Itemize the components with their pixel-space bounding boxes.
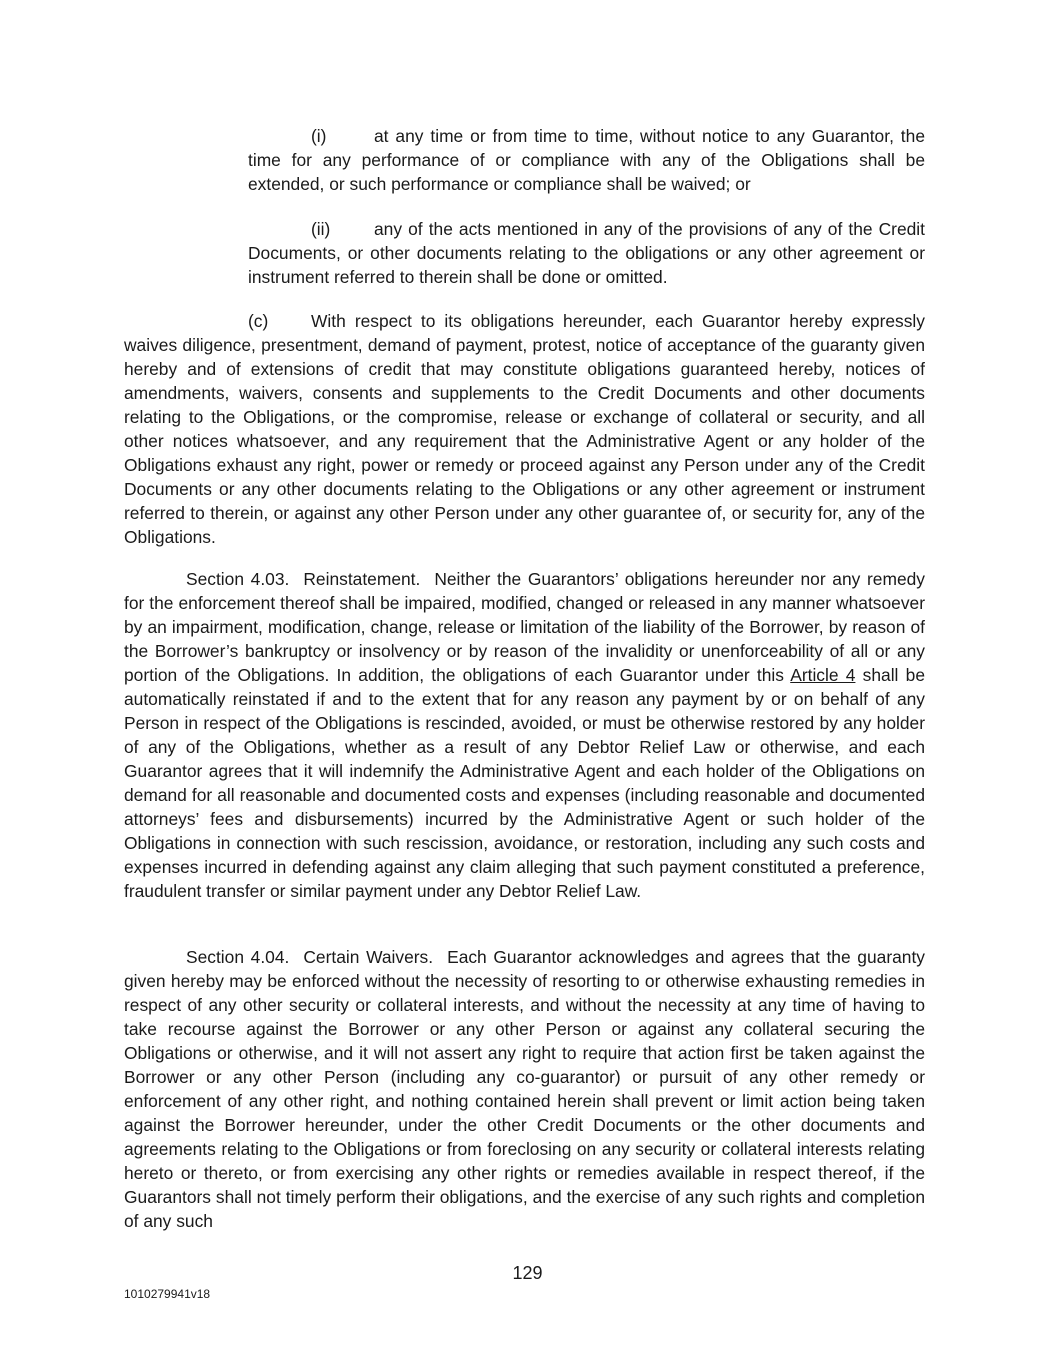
section-4-04-title: Certain Waivers. bbox=[303, 947, 434, 967]
clause-i-label: (i) bbox=[311, 126, 327, 146]
section-4-03-title: Reinstatement. bbox=[303, 569, 421, 589]
section-4-04 bbox=[124, 945, 925, 1233]
clause-i bbox=[248, 124, 925, 196]
clause-i-text: at any time or from time to time, without notice to any Guarantor, the time for any performance of or compliance with any of the Obligations shall be extended, or such performance or compliance shall be waived; or bbox=[248, 126, 925, 194]
section-4-03 bbox=[124, 567, 925, 903]
clause-ii-text: any of the acts mentioned in any of the provisions of any of the Credit Documents, or other documents relating to the obligations or any other agreement or instrument referred to therein shall be done or omitted. bbox=[248, 219, 925, 287]
clause-ii bbox=[248, 217, 925, 289]
document-id: 1010279941v18 bbox=[124, 1287, 211, 1301]
page-number: 129 bbox=[512, 1263, 543, 1283]
section-4-03-number: Section 4.03. bbox=[186, 569, 290, 589]
clause-c bbox=[124, 309, 925, 549]
clause-c-label: (c) bbox=[248, 311, 269, 331]
section-4-04-text: Each Guarantor acknowledges and agrees that the guaranty given hereby may be enforced without the necessity of resorting to or otherwise exhausting remedies in respect of any other security or collateral interests, and without the necessity at any time of having to take recourse against the Borrower or any other Person or against any collateral securing the Obligations or otherwise, and it will not assert any right to require that action first be taken against the Borrower or any other Person (including any co-guarantor) or pursuit of any other remedy or enforcement of any other right, and nothing contained herein shall prevent or limit action being taken against the Borrower hereunder, under the other Credit Documents or the other documents and agreements relating to the Obligations or from foreclosing on any security or collateral interests relating hereto or thereto, or from exercising any other rights or remedies available in respect thereof, if the Guarantors shall not timely perform their obligations, and the exercise of any such rights and completion of any such bbox=[124, 947, 925, 1231]
clause-c-text: With respect to its obligations hereunder, each Guarantor hereby expressly waives diligence, presentment, demand of payment, protest, notice of acceptance of the guaranty given hereby and of extensions of credit that may constitute obligations guaranteed hereby, notices of amendments, waivers, consents and supplements to the Credit Documents and other documents relating to the Obligations, or the compromise, release or exchange of collateral or security, and all other notices whatsoever, and any requirement that the Administrative Agent or any holder of the Obligations exhaust any right, power or remedy or proceed against any Person under any of the Credit Documents or any other documents relating to the Obligations or any other agreement or instrument referred to therein, or against any other Person under any other guarantee of, or security for, any of the Obligations. bbox=[124, 311, 925, 547]
section-4-03-text-b: shall be automatically reinstated if and to the extent that for any reason any payment by or on behalf of any Person in respect of the Obligations is rescinded, avoided, or must be otherwise restored by any holder of any of the Obligations, whether as a result of any Debtor Relief Law or otherwise, and each Guarantor agrees that it will indemnify the Administrative Agent and each holder of the Obligations on demand for all reasonable and documented costs and expenses (including reasonable and documented attorneys’ fees and disbursements) incurred by the Administrative Agent or such holder of the Obligations in connection with such rescission, avoidance, or restoration, including any such costs and expenses incurred in defending against any claim alleging that such payment constituted a preference, fraudulent transfer or similar payment under any Debtor Relief Law. bbox=[124, 665, 925, 901]
article-4-link[interactable]: Article 4 bbox=[790, 665, 856, 685]
clause-ii-label: (ii) bbox=[311, 219, 331, 239]
section-4-04-number: Section 4.04. bbox=[186, 947, 290, 967]
section-4-03-text-a: Neither the Guarantors’ obligations hereunder nor any remedy for the enforcement thereof shall be impaired, modified, changed or released in any manner whatsoever by an impairment, modification, change, release or limitation of the liability of the Borrower, by reason of the Borrower’s bankruptcy or insolvency or by reason of the invalidity or unenforceability of all or any portion of the Obligations. In addition, the obligations of each Guarantor under this bbox=[124, 569, 925, 685]
